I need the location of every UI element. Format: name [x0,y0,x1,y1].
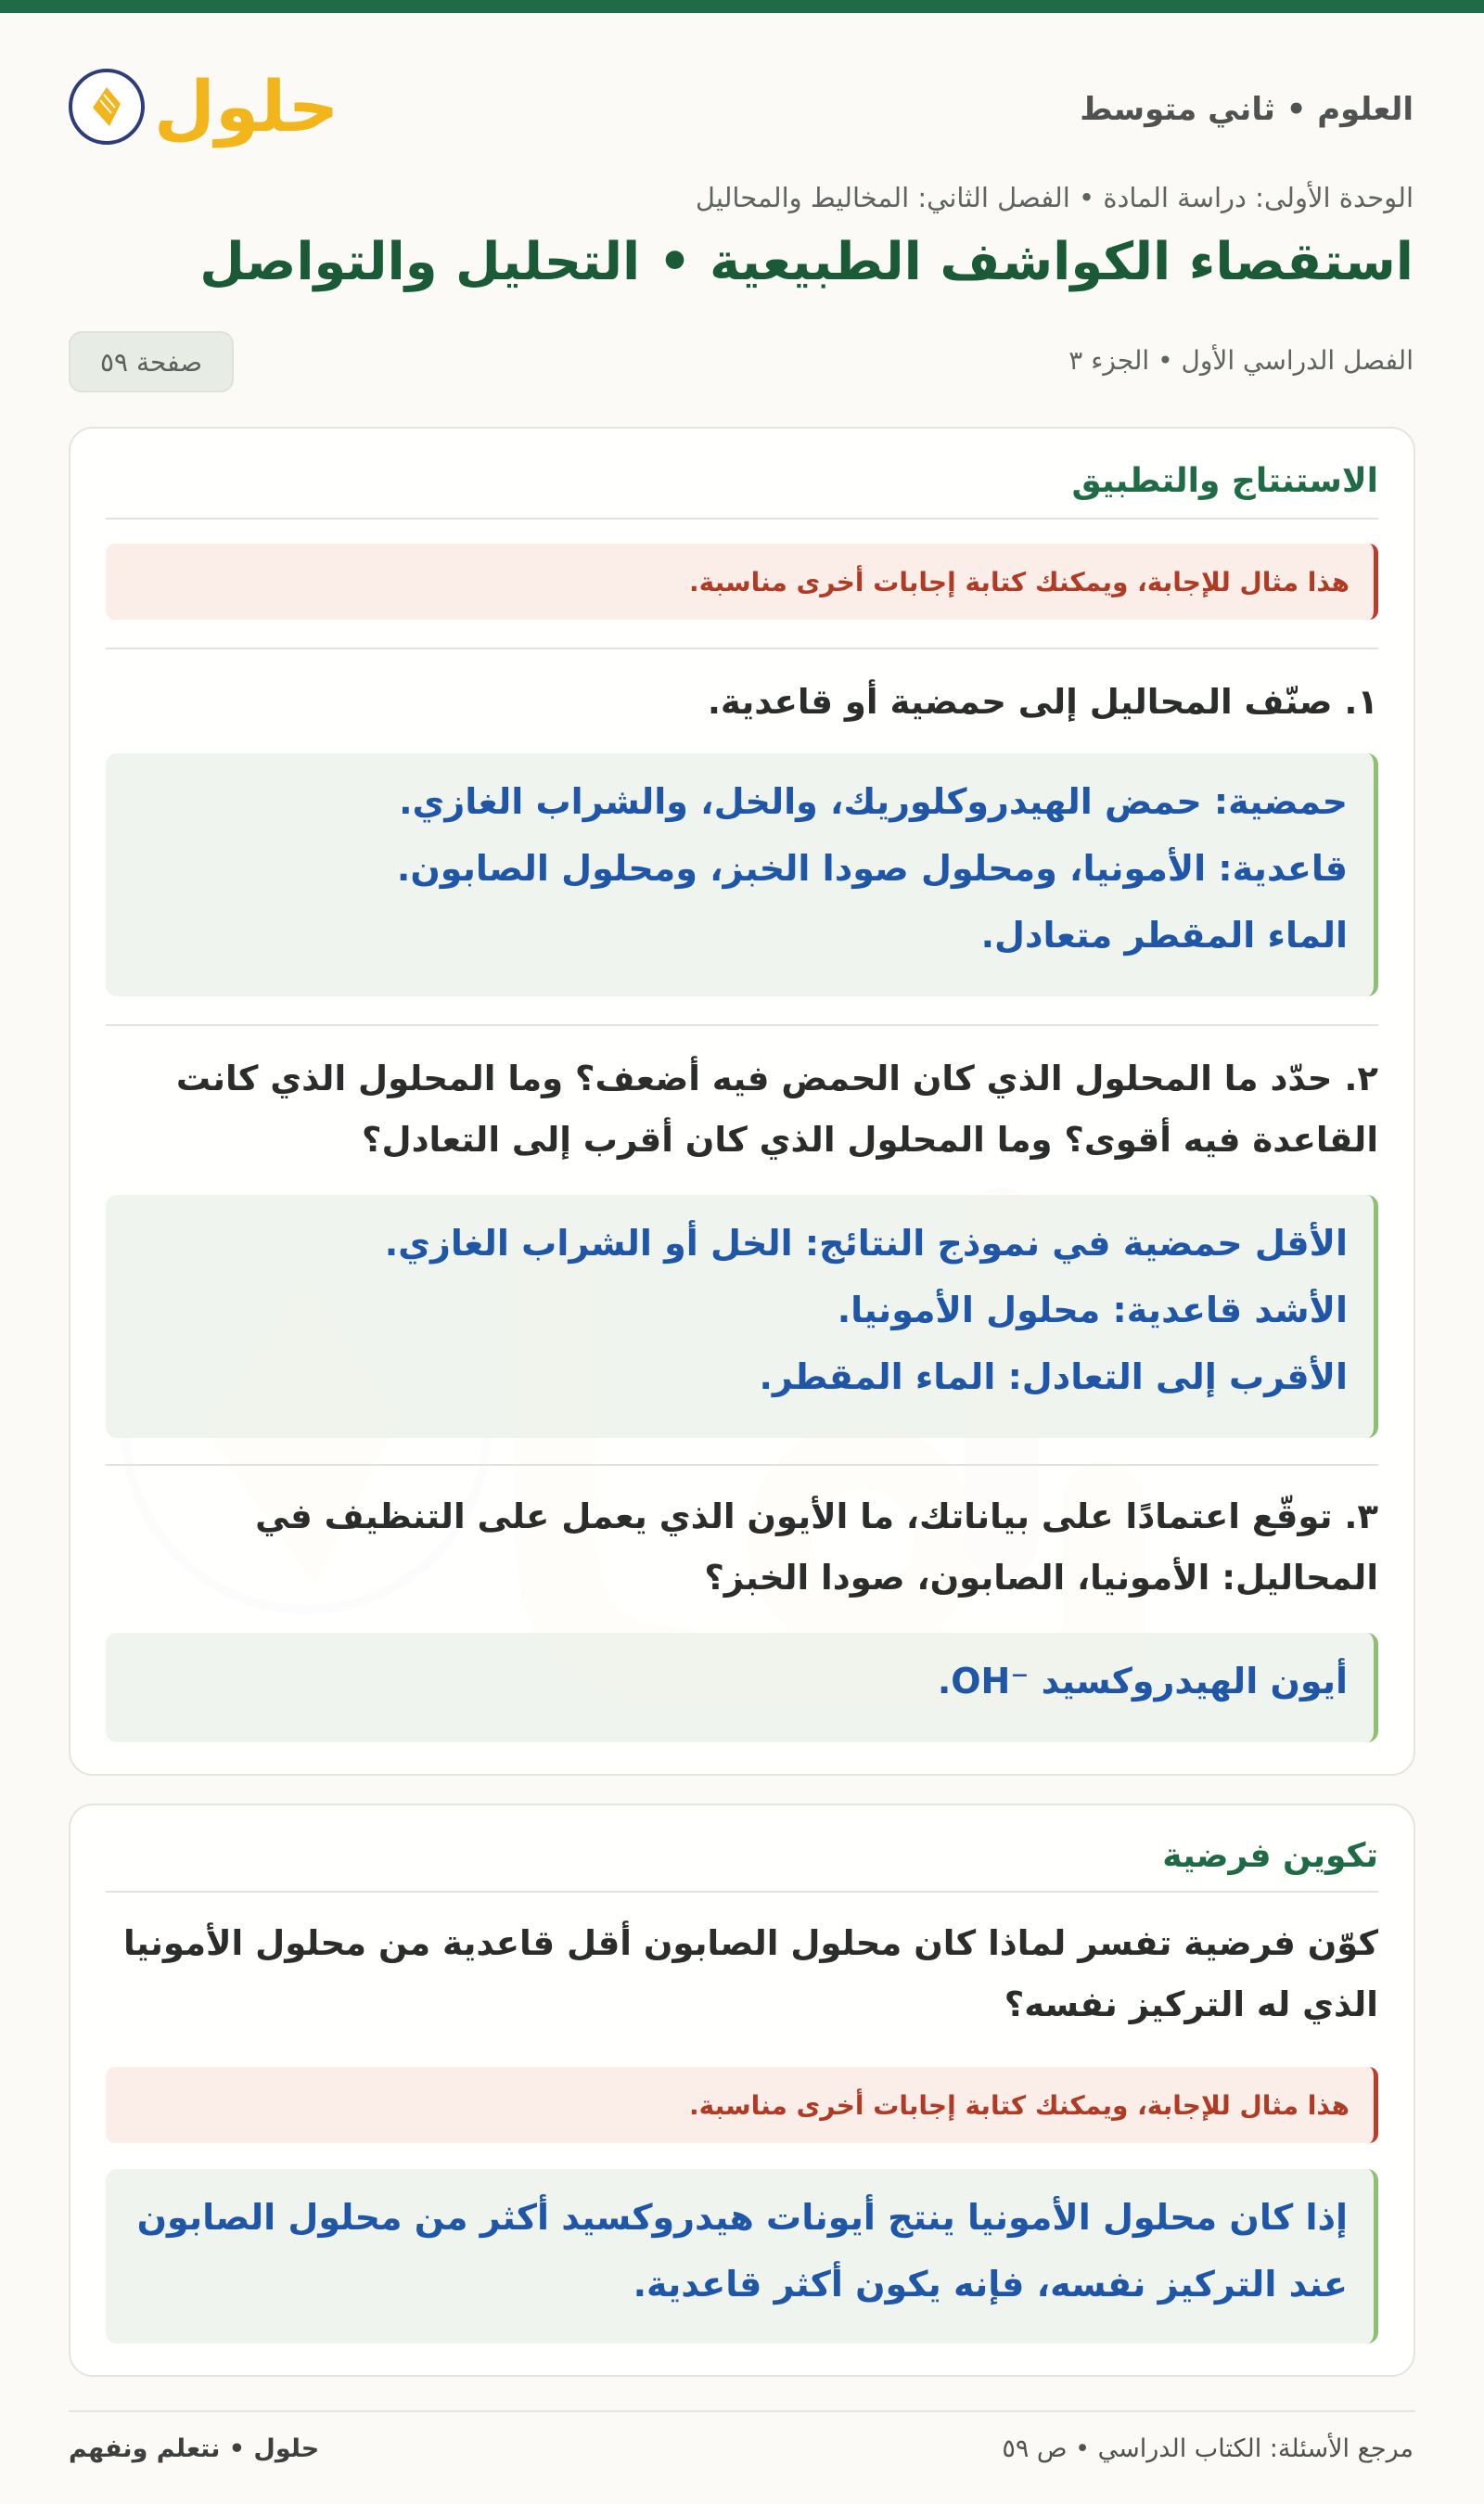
page-number-badge: صفحة ٥٩ [69,331,234,392]
answer-line: الأقرب إلى التعادل: الماء المقطر. [759,1356,1348,1397]
logo-wordmark: حلول [154,65,339,148]
answer-line: أيون الهيدروكسيد ‎OH⁻‎. [937,1661,1348,1701]
hypothesis-question: كوّن فرضية تفسر لماذا كان محلول الصابون أقل قاعدية من محلول الأمونيا الذي له التركيز نفسه؟ [123,1923,1378,2024]
section-title-hypothesis: تكوين فرضية [1162,1837,1378,1875]
answer-line: قاعدية: الأمونيا، ومحلول صودا الخبز، ومحلول الصابون. [396,848,1348,889]
question-2: ٢. حدّد ما المحلول الذي كان الحمض فيه أضعف؟ وما المحلول الذي كانت القاعدة فيه أقوى؟ وما المحلول الذي كان أقرب إلى التعادل؟ [175,1059,1378,1160]
brand-logo[interactable] [69,65,339,148]
divider [106,648,1378,649]
divider [106,1464,1378,1466]
hypothesis-card [69,1804,1415,2377]
divider [106,1891,1378,1893]
answer-3 [106,1633,1378,1742]
semester-meta: الفصل الدراسي الأول • الجزء ٣ [1068,345,1414,376]
answer-line: الأشد قاعدية: محلول الأمونيا. [837,1290,1348,1330]
divider [106,1024,1378,1026]
example-answer-note: هذا مثال للإجابة، ويمكنك كتابة إجابات أخرى مناسبة. [106,544,1378,620]
top-accent-bar [0,0,1484,13]
divider [106,518,1378,520]
subject-label: العلوم • ثاني متوسط [1080,91,1414,128]
conclusion-card [69,427,1415,1776]
answer-line: الماء المقطر متعادل. [980,915,1348,956]
footer-brand: حلول • نتعلم ونفهم [69,2434,320,2463]
footer-reference: مرجع الأسئلة: الكتاب الدراسي • ص ٥٩ [1002,2434,1414,2463]
page-title: استقصاء الكواشف الطبيعية • التحليل والتواصل [199,232,1414,292]
hypothesis-answer [106,2169,1378,2343]
answer-text: إذا كان محلول الأمونيا ينتج أيونات هيدروكسيد أكثر من محلول الصابون عند التركيز نفسه، فإنه يكون أكثر قاعدية. [136,2197,1348,2305]
question-3: ٣. توقّع اعتمادًا على بياناتك، ما الأيون الذي يعمل على التنظيف في المحاليل: الأمونيا، الصابون، صودا الخبز؟ [255,1496,1378,1598]
book-icon [69,69,145,145]
answer-line: الأقل حمضية في نموذج النتائج: الخل أو الشراب الغازي. [384,1223,1348,1264]
example-answer-note: هذا مثال للإجابة، ويمكنك كتابة إجابات أخرى مناسبة. [106,2067,1378,2143]
breadcrumb: الوحدة الأولى: دراسة المادة • الفصل الثاني: المخاليط والمحاليل [695,182,1414,213]
answer-2 [106,1195,1378,1438]
answer-line: حمضية: حمض الهيدروكلوريك، والخل، والشراب الغازي. [399,781,1348,822]
question-1: ١. صنّف المحاليل إلى حمضية أو قاعدية. [707,682,1378,722]
section-title-conclusion: الاستنتاج والتطبيق [1071,462,1378,500]
page-header [0,13,1484,171]
answer-1 [106,753,1378,996]
footer-divider [69,2410,1415,2412]
